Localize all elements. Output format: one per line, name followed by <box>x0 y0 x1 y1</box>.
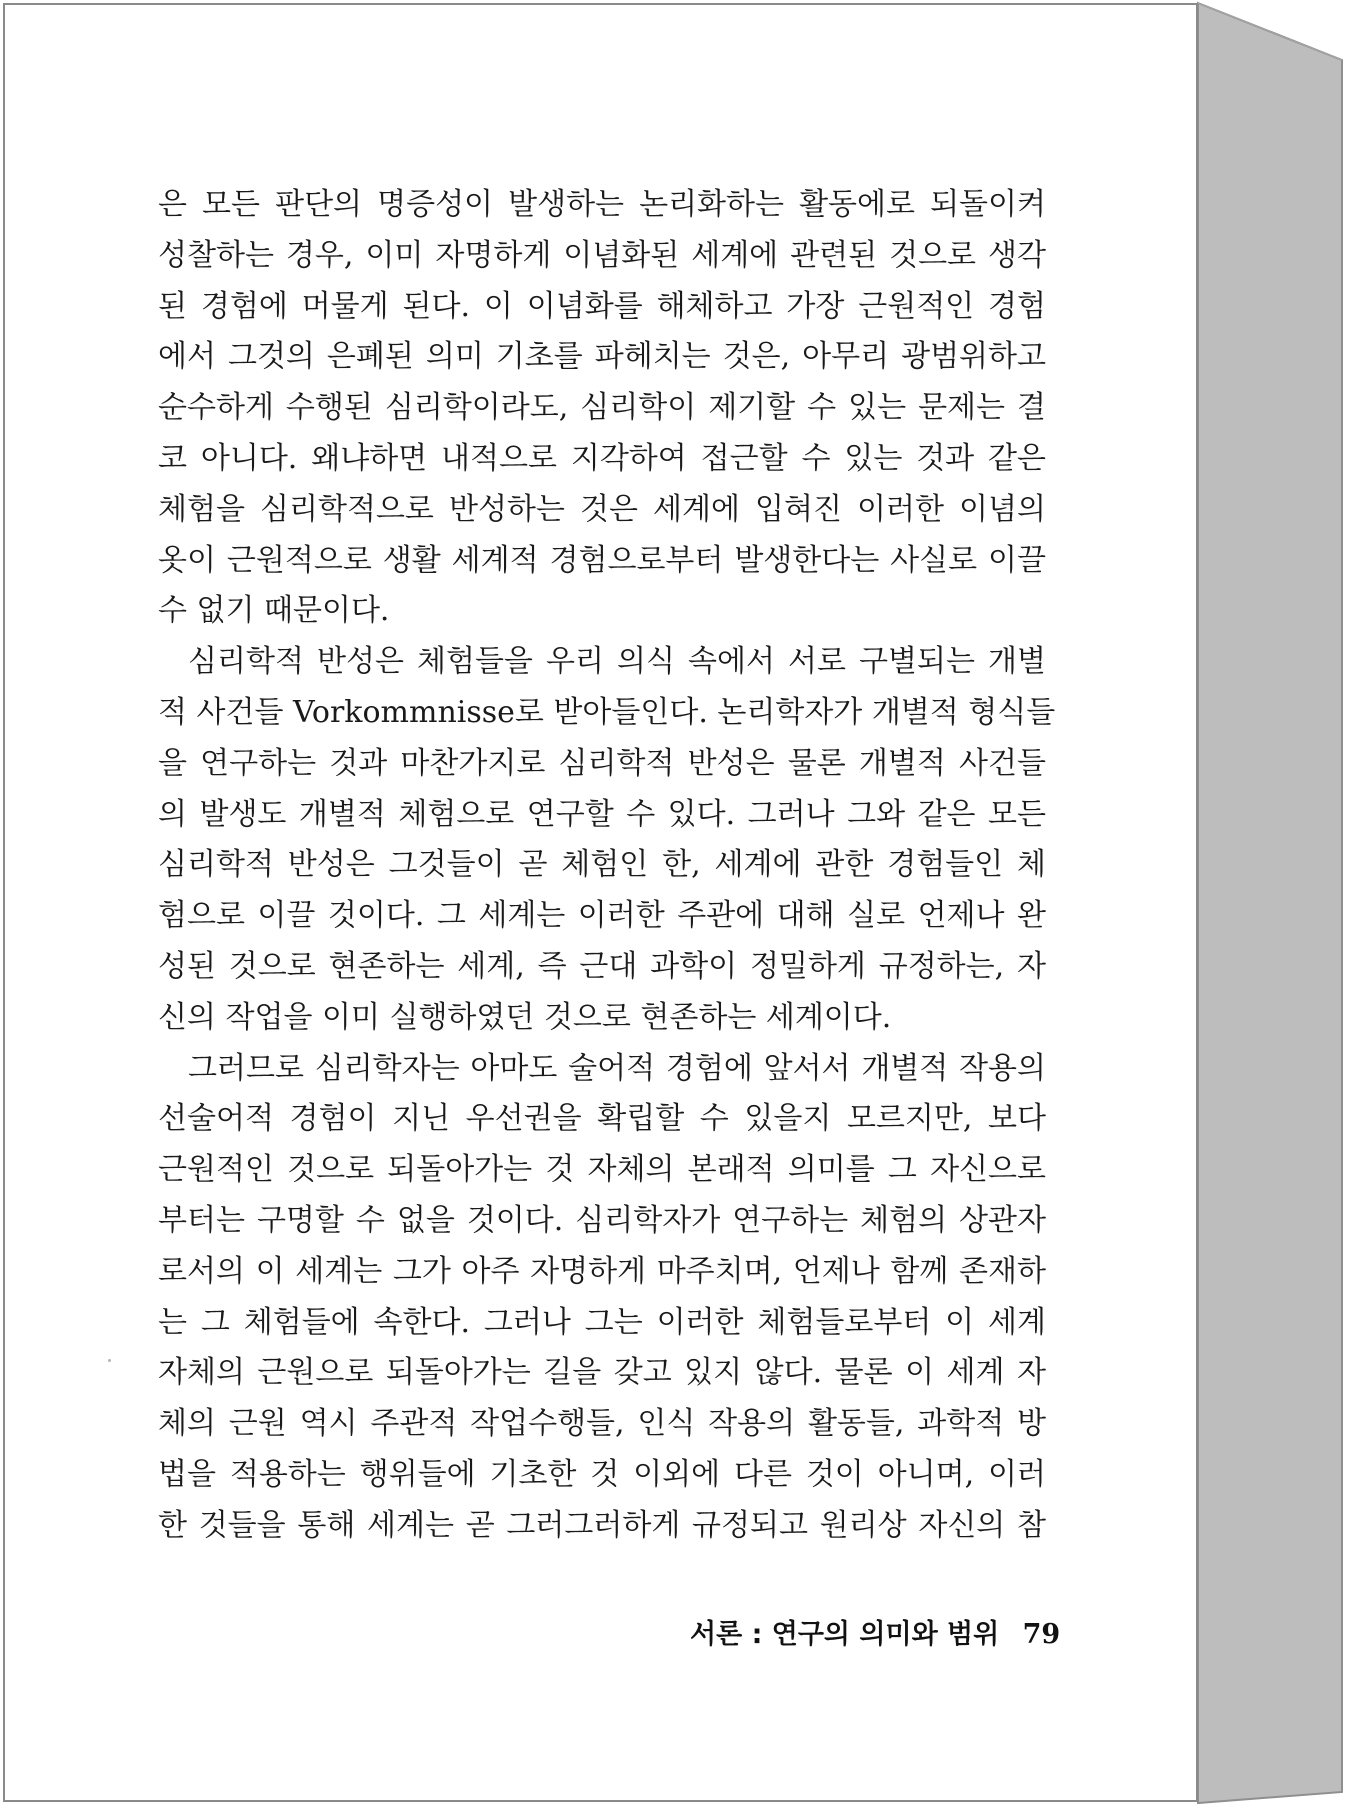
paragraph <box>158 637 1056 1043</box>
text-line: 의 발생도 개별적 체험으로 연구할 수 있다. 그러나 그와 같은 모든 <box>158 796 1046 832</box>
paragraph <box>158 180 1046 637</box>
text-line: 신의 작업을 이미 실행하였던 것으로 현존하는 세계이다. <box>158 999 892 1035</box>
text-line: 로서의 이 세계는 그가 아주 자명하게 마주치며, 언제나 함께 존재하 <box>158 1253 1046 1289</box>
text-line: 코 아니다. 왜냐하면 내적으로 지각하여 접근할 수 있는 것과 같은 <box>158 440 1046 476</box>
text-line: 적 사건들 Vorkommnisse로 받아들인다. 논리학자가 개별적 형식들 <box>158 694 1056 730</box>
text-line: 그러므로 심리학자는 아마도 술어적 경험에 앞서서 개별적 작용의 <box>188 1050 1046 1086</box>
text-line: 성된 것으로 현존하는 세계, 즉 근대 과학이 정밀하게 규정하는, 자 <box>158 948 1046 984</box>
text-line: 된 경험에 머물게 된다. 이 이념화를 해체하고 가장 근원적인 경험 <box>158 288 1046 324</box>
text-line: 심리학적 반성은 그것들이 곧 체험인 한, 세계에 관한 경험들인 체 <box>158 847 1046 883</box>
text-line: 근원적인 것으로 되돌아가는 것 자체의 본래적 의미를 그 자신으로 <box>158 1152 1046 1188</box>
text-line: 법을 적용하는 행위들에 기초한 것 이외에 다른 것이 아니며, 이러 <box>158 1456 1046 1492</box>
running-head: 서론 : 연구의 의미와 범위 <box>690 1619 1000 1650</box>
text-line: 순수하게 수행된 심리학이라도, 심리학이 제기할 수 있는 문제는 결 <box>158 390 1046 426</box>
body-text <box>158 180 1056 1552</box>
text-line: 험으로 이끌 것이다. 그 세계는 이러한 주관에 대해 실로 언제나 완 <box>158 898 1046 934</box>
text-line: 한 것들을 통해 세계는 곧 그러그러하게 규정되고 원리상 자신의 참 <box>158 1507 1046 1543</box>
text-line: 옷이 근원적으로 생활 세계적 경험으로부터 발생한다는 사실로 이끌 <box>158 542 1046 578</box>
page-number: 79 <box>1022 1619 1061 1650</box>
text-line: 체험을 심리학적으로 반성하는 것은 세계에 입혀진 이러한 이념의 <box>158 491 1046 527</box>
text-line: 체의 근원 역시 주관적 작업수행들, 인식 작용의 활동들, 과학적 방 <box>158 1406 1046 1442</box>
text-line: 에서 그것의 은폐된 의미 기초를 파헤치는 것은, 아무리 광범위하고 <box>158 339 1046 375</box>
text-line: 을 연구하는 것과 마찬가지로 심리학적 반성은 물론 개별적 사건들 <box>158 745 1046 781</box>
paragraph <box>158 1044 1046 1552</box>
page-footer <box>690 1612 1060 1651</box>
text-line: 는 그 체험들에 속한다. 그러나 그는 이러한 체험들로부터 이 세계 <box>158 1304 1046 1340</box>
text-line: 수 없기 때문이다. <box>158 593 390 629</box>
text-line: 부터는 구명할 수 없을 것이다. 심리학자가 연구하는 체험의 상관자 <box>158 1202 1046 1238</box>
text-line: 선술어적 경험이 지닌 우선권을 확립할 수 있을지 모르지만, 보다 <box>158 1101 1046 1137</box>
text-line: 성찰하는 경우, 이미 자명하게 이념화된 세계에 관련된 것으로 생각 <box>158 237 1046 273</box>
text-line: 심리학적 반성은 체험들을 우리 의식 속에서 서로 구별되는 개별 <box>188 644 1046 680</box>
text-line: 자체의 근원으로 되돌아가는 길을 갖고 있지 않다. 물론 이 세계 자 <box>158 1355 1046 1391</box>
scan-speck <box>108 1359 111 1362</box>
text-line: 은 모든 판단의 명증성이 발생하는 논리화하는 활동에로 되돌이켜 <box>158 187 1046 222</box>
